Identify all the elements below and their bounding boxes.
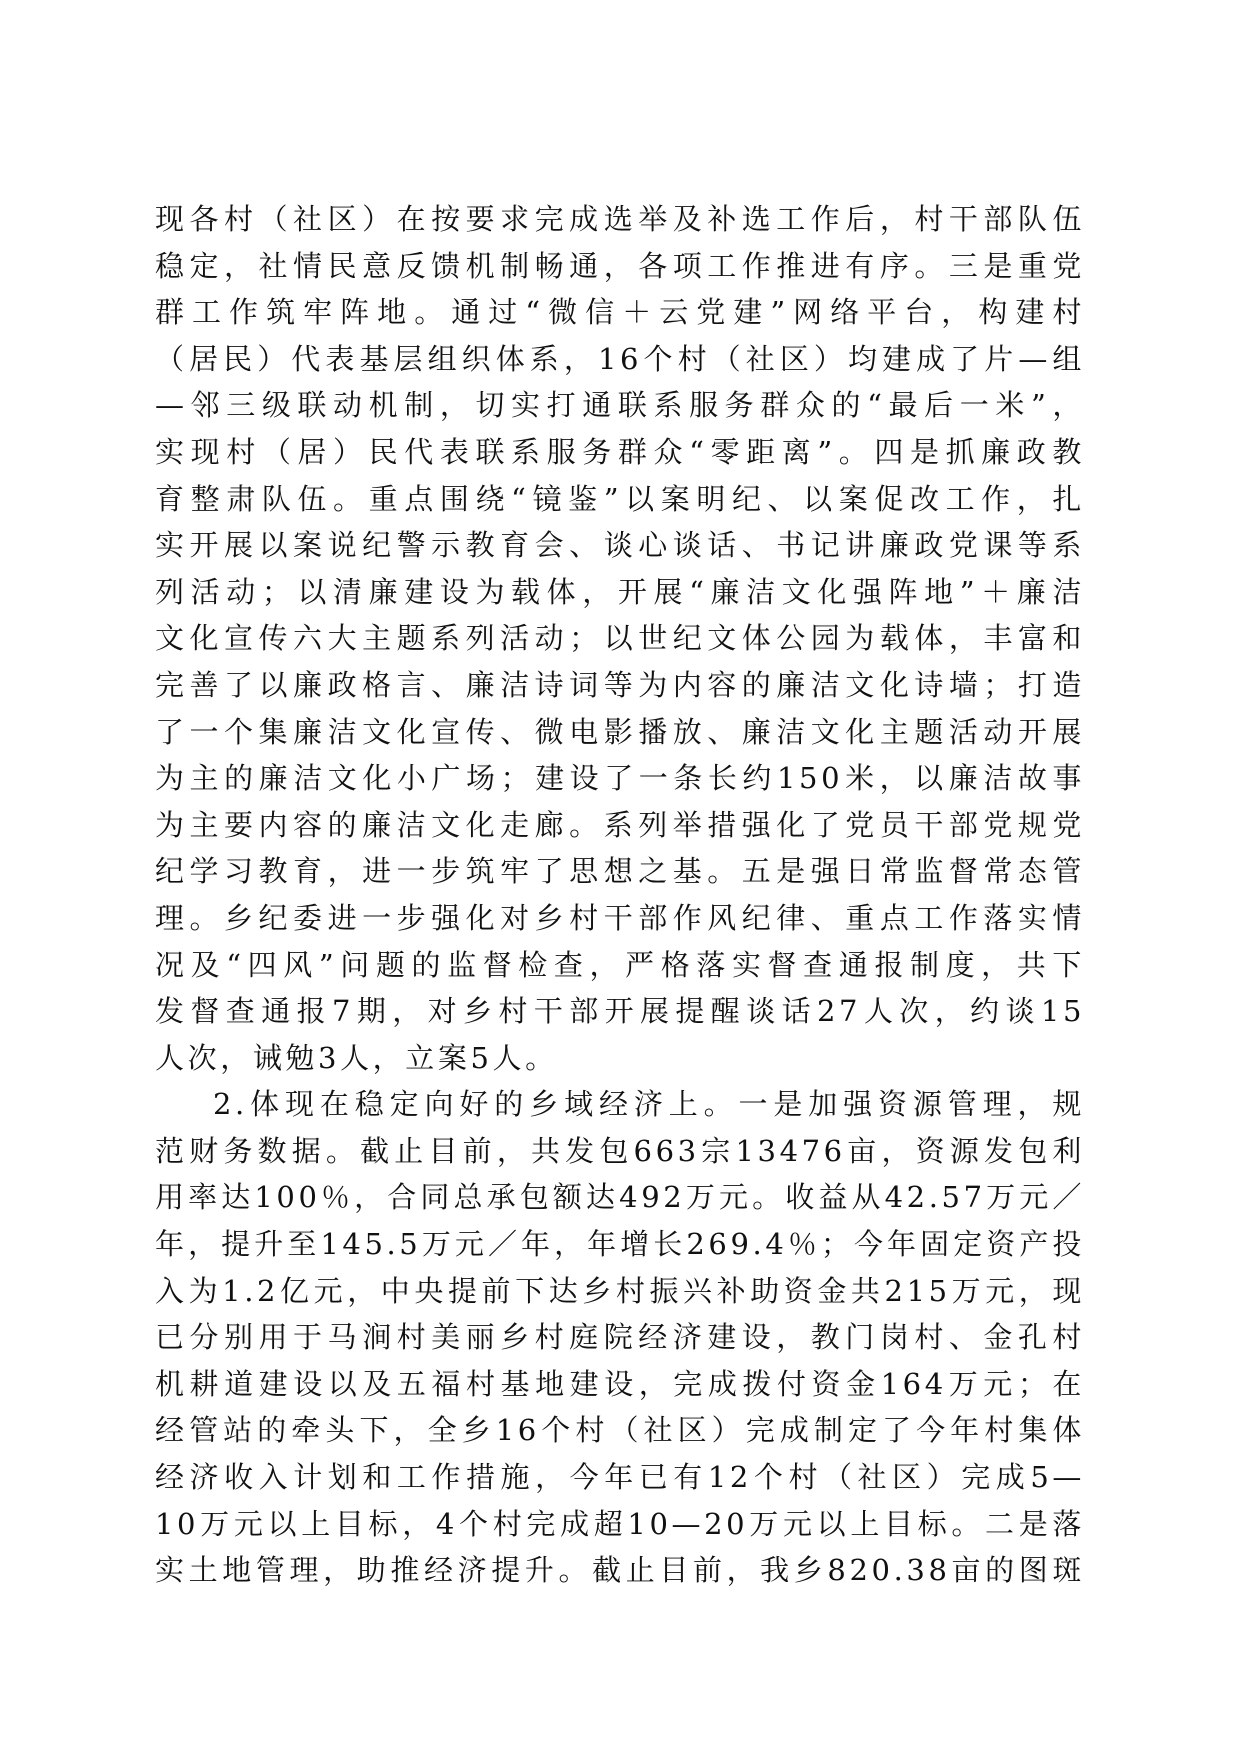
text-line: 为主的廉洁文化小广场；建设了一条长约150米，以廉洁故事: [155, 761, 1085, 796]
text-line: 实开展以案说纪警示教育会、谈心谈话、书记讲廉政党课等系: [155, 528, 1085, 563]
text-line: 范财务数据。截止目前，共发包663宗13476亩，资源发包利: [155, 1133, 1085, 1168]
text-line: 已分别用于马涧村美丽乡村庭院经济建设，教门岗村、金孔村: [155, 1320, 1085, 1355]
text-line: 机耕道建设以及五福村基地建设，完成拨付资金164万元；在: [155, 1366, 1085, 1401]
text-line: 完善了以廉政格言、廉洁诗词等为内容的廉洁文化诗墙；打造: [155, 667, 1085, 702]
text-line: 为主要内容的廉洁文化走廊。系列举措强化了党员干部党规党: [155, 807, 1085, 842]
text-line: 列活动；以清廉建设为载体，开展“廉洁文化强阵地”＋廉洁: [155, 574, 1085, 609]
text-line: 人次，诫勉3人，立案5人。: [155, 1040, 558, 1075]
paragraph-2: [155, 1081, 1085, 1594]
text-line: —邻三级联动机制，切实打通联系服务群众的“最后一米”，: [155, 388, 1085, 423]
text-line: 实现村（居）民代表联系服务群众“零距离”。四是抓廉政教: [155, 434, 1085, 469]
text-line: 现各村（社区）在按要求完成选举及补选工作后，村干部队伍: [155, 202, 1085, 236]
text-line: 群工作筑牢阵地。通过“微信＋云党建”网络平台，构建村: [155, 295, 1085, 330]
text-line: 2.体现在稳定向好的乡域经济上。一是加强资源管理，规: [213, 1087, 1085, 1122]
text-line: 纪学习教育，进一步筑牢了思想之基。五是强日常监督常态管: [155, 854, 1085, 889]
text-line: 入为1.2亿元，中央提前下达乡村振兴补助资金共215万元，现: [155, 1273, 1085, 1308]
text-line: 10万元以上目标，4个村完成超10—20万元以上目标。二是落: [155, 1506, 1085, 1541]
text-line: 育整肃队伍。重点围绕“镜鉴”以案明纪、以案促改工作，扎: [155, 481, 1085, 516]
text-line: 经管站的牵头下，全乡16个村（社区）完成制定了今年村集体: [155, 1413, 1085, 1448]
text-line: 文化宣传六大主题系列活动；以世纪文体公园为载体，丰富和: [155, 621, 1085, 656]
text-line: 了一个集廉洁文化宣传、微电影播放、廉洁文化主题活动开展: [155, 714, 1085, 749]
paragraph-1: [155, 196, 1085, 1081]
text-line: 经济收入计划和工作措施，今年已有12个村（社区）完成5—: [155, 1460, 1085, 1495]
text-line: 年，提升至145.5万元／年，年增长269.4％；今年固定资产投: [155, 1227, 1085, 1262]
text-line: 发督查通报7期，对乡村干部开展提醒谈话27人次，约谈15: [155, 994, 1085, 1029]
text-line: 况及“四风”问题的监督检查，严格落实督查通报制度，共下: [155, 947, 1085, 982]
text-line: （居民）代表基层组织体系，16个村（社区）均建成了片—组: [155, 341, 1085, 376]
text-line: 用率达100％，合同总承包额达492万元。收益从42.57万元／: [155, 1180, 1085, 1215]
text-line: 实土地管理，助推经济提升。截止目前，我乡820.38亩的图斑: [155, 1553, 1085, 1588]
text-line: 理。乡纪委进一步强化对乡村干部作风纪律、重点工作落实情: [155, 900, 1085, 935]
body-text: [155, 196, 1085, 1594]
text-line: 稳定，社情民意反馈机制畅通，各项工作推进有序。三是重党: [155, 248, 1085, 283]
